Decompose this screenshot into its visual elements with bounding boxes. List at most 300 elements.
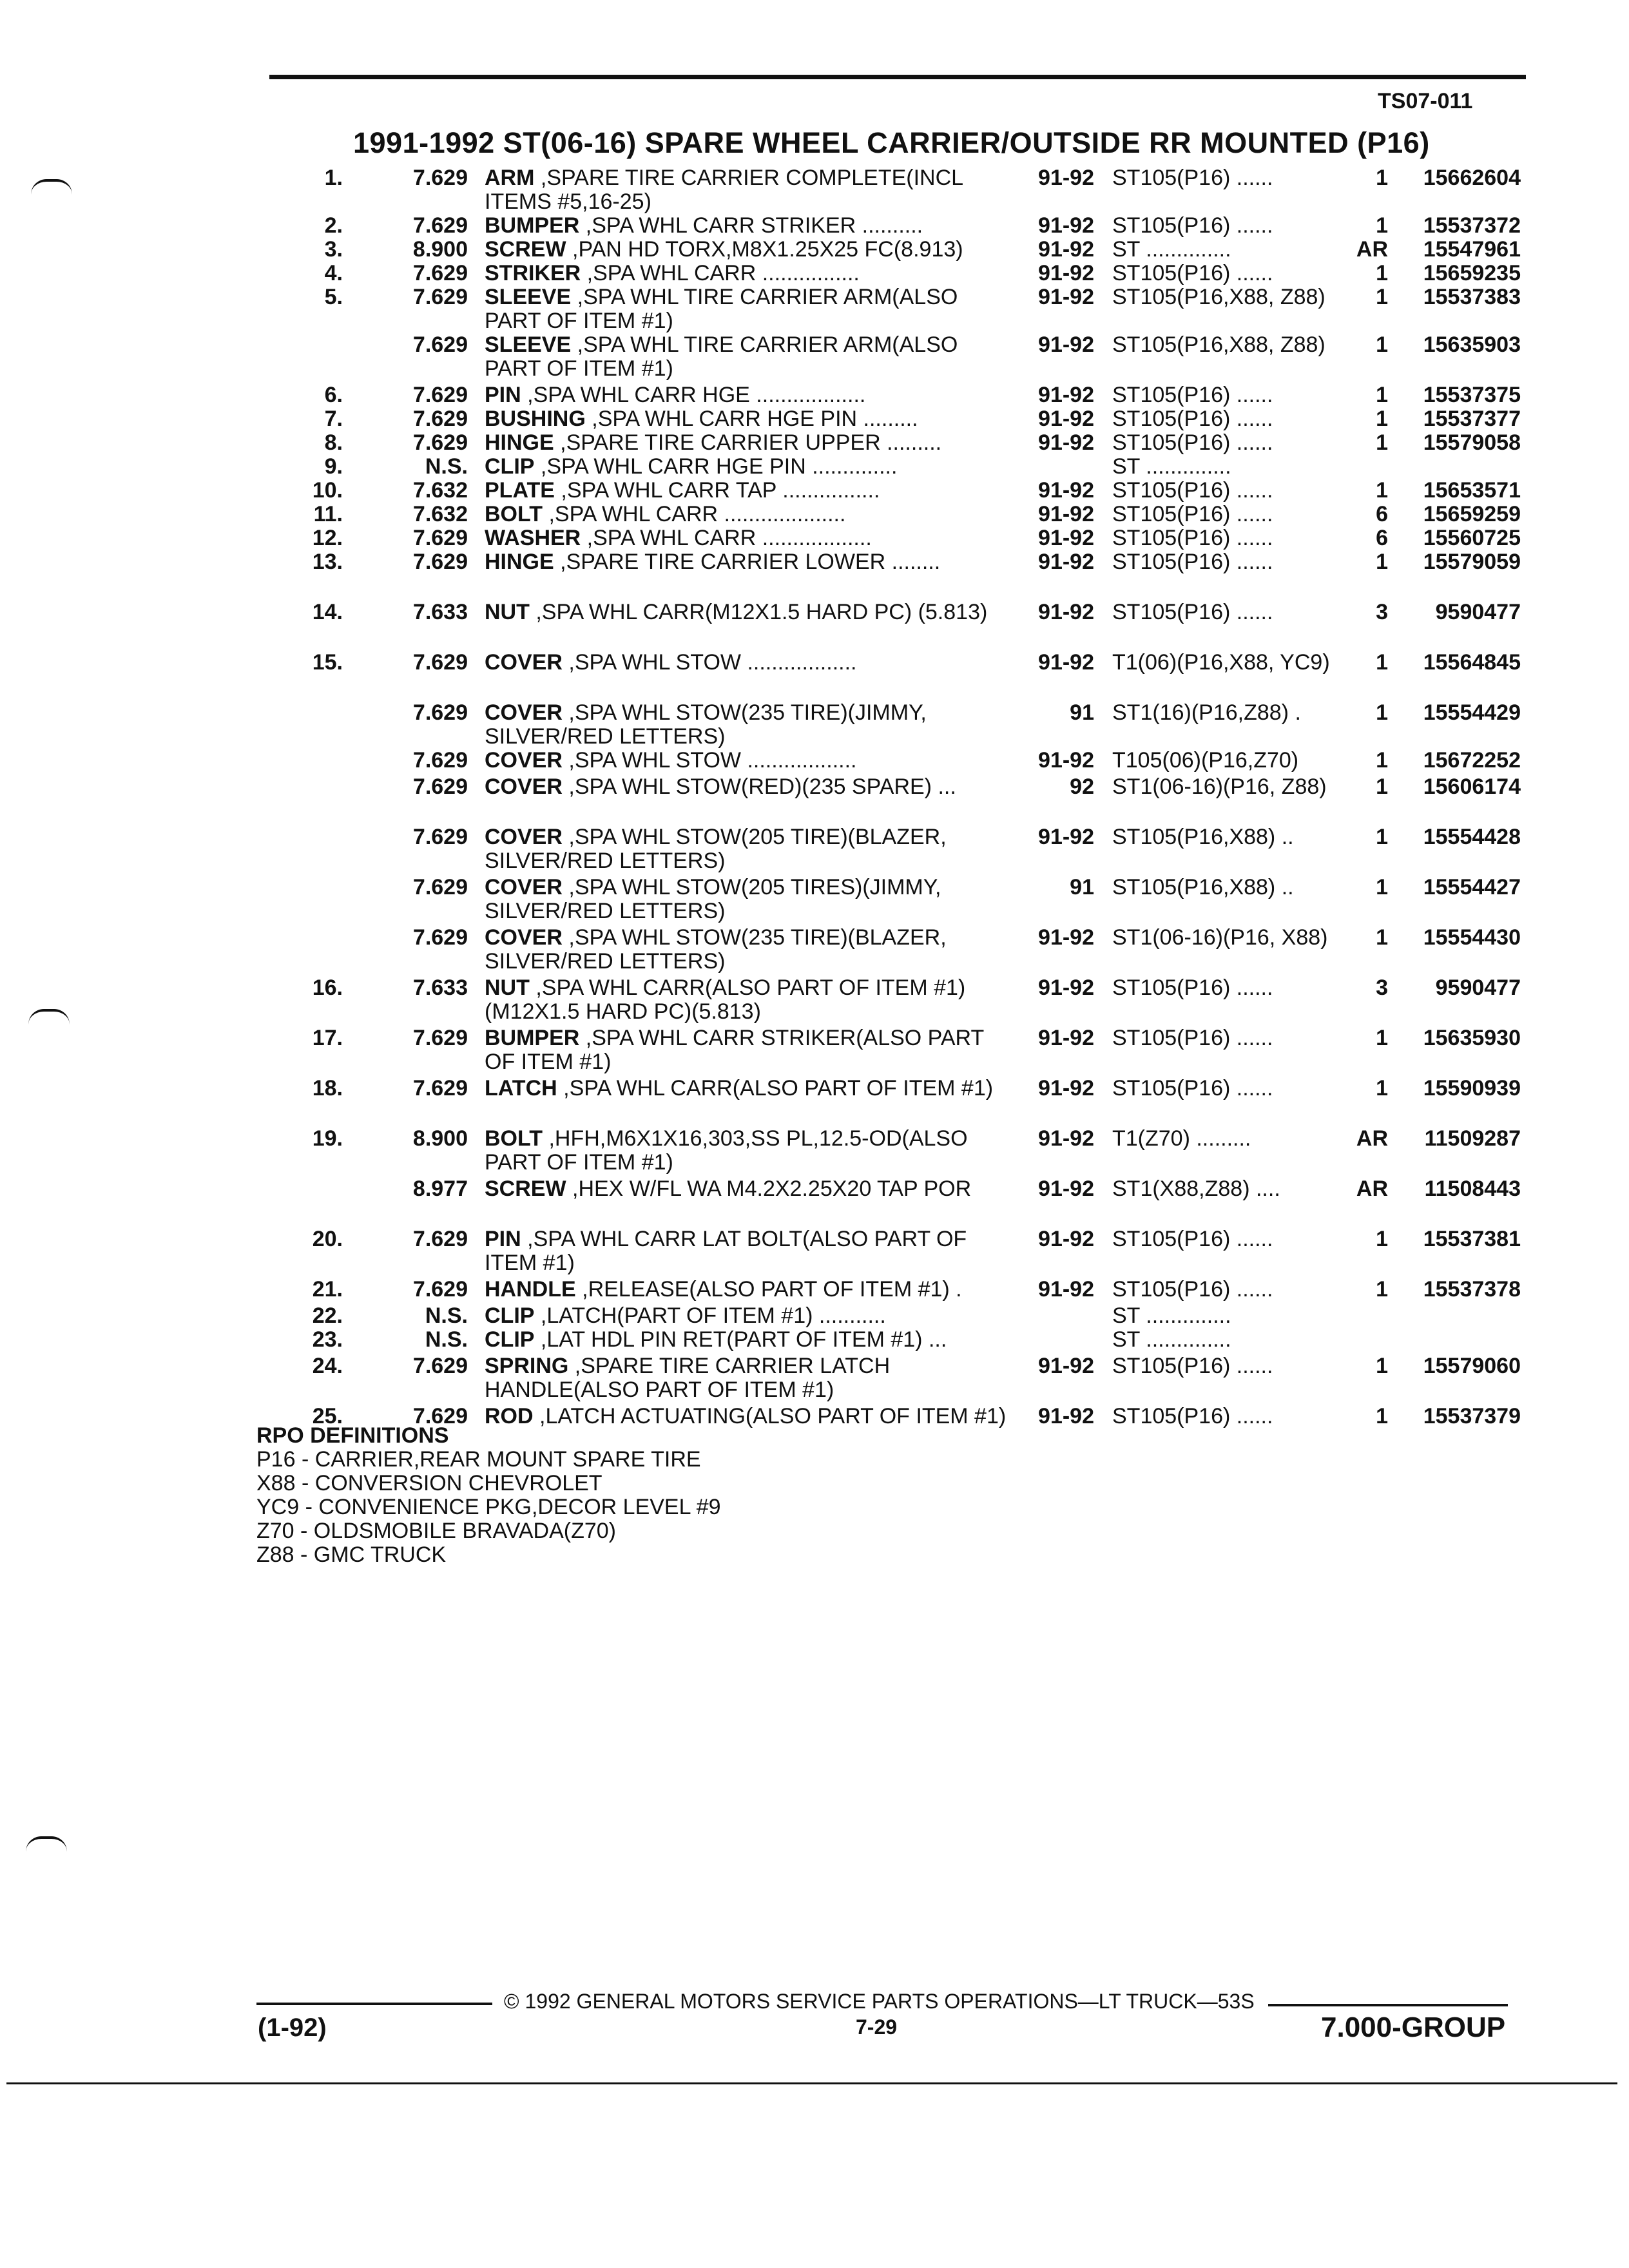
group-number: 7.629 — [412, 1277, 468, 1302]
model-years: 91-92 — [1038, 1126, 1094, 1151]
part-description-text: ,HEX W/FL WA M4.2X2.25X20 TAP POR — [566, 1177, 972, 1201]
item-number: 9. — [324, 454, 343, 479]
part-description-text: ,PAN HD TORX,M8X1.25X25 FC(8.913) — [566, 237, 963, 262]
part-row — [0, 262, 1629, 285]
part-description-text: ,SPA WHL STOW(235 TIRE)(JIMMY, SILVER/RED LETTERS) — [485, 700, 927, 749]
part-number: 15564845 — [1423, 650, 1521, 675]
model-years: 91-92 — [1038, 213, 1094, 238]
part-name: BOLT — [485, 1126, 543, 1151]
item-number: 12. — [312, 526, 343, 550]
model-code: T1(Z70) ......... — [1112, 1126, 1251, 1151]
part-number: 15547961 — [1423, 237, 1521, 262]
model-years: 91-92 — [1038, 166, 1094, 190]
model-code: ST1(X88,Z88) .... — [1112, 1177, 1280, 1201]
model-code: ST105(P16,X88) .. — [1112, 825, 1294, 849]
model-years: 91-92 — [1038, 261, 1094, 285]
part-description-text: ,SPA WHL STOW(235 TIRE)(BLAZER, SILVER/RED LETTERS) — [485, 925, 947, 974]
part-row — [0, 651, 1629, 698]
rpo-definitions — [256, 1424, 721, 1567]
part-description-text: ,SPA WHL CARR(M12X1.5 HARD PC) (5.813) — [529, 600, 988, 624]
group-number: 7.629 — [412, 407, 468, 431]
part-description-text: ,SPA WHL CARR ................ — [581, 261, 860, 285]
group-number: 7.633 — [412, 600, 468, 624]
part-description — [485, 1026, 1019, 1074]
quantity: 6 — [1376, 526, 1388, 550]
part-name: SCREW — [485, 1177, 566, 1201]
part-description-text: ,SPA WHL TIRE CARRIER ARM(ALSO PART OF ITEM #1) — [485, 332, 958, 381]
group-number: 7.629 — [412, 1354, 468, 1378]
part-description-text: ,SPA WHL STOW .................. — [562, 748, 857, 773]
part-description — [485, 1304, 1019, 1328]
part-row — [0, 1304, 1629, 1328]
part-description — [485, 550, 1019, 574]
group-number: 7.629 — [412, 1026, 468, 1050]
part-description — [485, 333, 1019, 381]
part-description — [485, 1227, 1019, 1275]
part-name: COVER — [485, 875, 563, 899]
part-description — [485, 214, 1019, 238]
group-number: 7.632 — [412, 502, 468, 526]
part-description-text: ,LAT HDL PIN RET(PART OF ITEM #1) ... — [534, 1327, 947, 1352]
group-number: 7.629 — [412, 1076, 468, 1100]
page-number: 7-29 — [856, 2015, 898, 2039]
model-code: ST105(P16) ...... — [1112, 1076, 1273, 1100]
model-years: 91-92 — [1038, 550, 1094, 574]
part-description — [485, 503, 1019, 526]
part-description-text: ,SPA WHL STOW(RED)(235 SPARE) ... — [562, 774, 956, 799]
part-row — [0, 383, 1629, 407]
part-name: ARM — [485, 166, 535, 190]
part-description — [485, 383, 1019, 407]
model-code: ST105(P16) ...... — [1112, 975, 1273, 1000]
part-number: 11508443 — [1424, 1177, 1521, 1201]
part-description-text: ,SPARE TIRE CARRIER LOWER ........ — [554, 550, 941, 574]
part-row — [0, 749, 1629, 773]
part-number: 15537381 — [1423, 1227, 1521, 1251]
part-row — [0, 455, 1629, 479]
model-code: ST .............. — [1112, 237, 1231, 262]
rpo-line: YC9 - CONVENIENCE PKG,DECOR LEVEL #9 — [256, 1495, 721, 1519]
item-number: 23. — [312, 1327, 343, 1352]
part-row — [0, 1077, 1629, 1124]
item-number: 20. — [312, 1227, 343, 1251]
group-number: 7.629 — [412, 526, 468, 550]
group-number: N.S. — [425, 454, 468, 479]
copyright-line: © 1992 GENERAL MOTORS SERVICE PARTS OPERATIONS—LT TRUCK—53S — [504, 1990, 1255, 2013]
part-number: 15537378 — [1423, 1277, 1521, 1302]
part-name: PIN — [485, 1227, 521, 1251]
part-name: NUT — [485, 975, 530, 1000]
part-row — [0, 333, 1629, 381]
rpo-heading: RPO DEFINITIONS — [256, 1423, 449, 1448]
part-description-text: ,SPARE TIRE CARRIER COMPLETE(INCL ITEMS #5,16-25) — [485, 166, 963, 214]
part-row — [0, 1127, 1629, 1175]
group-number: 7.629 — [412, 213, 468, 238]
part-description — [485, 976, 1019, 1024]
quantity: AR — [1356, 1177, 1388, 1201]
part-row — [0, 1405, 1629, 1452]
model-code: ST105(P16) ...... — [1112, 526, 1273, 550]
part-description-text: ,SPA WHL TIRE CARRIER ARM(ALSO PART OF ITEM #1) — [485, 285, 958, 333]
part-number: 15554430 — [1423, 925, 1521, 950]
item-number: 2. — [324, 213, 343, 238]
part-row — [0, 503, 1629, 526]
group-number: 7.629 — [412, 383, 468, 407]
item-number: 6. — [324, 383, 343, 407]
group-number: 7.629 — [412, 875, 468, 899]
part-description-text: ,LATCH ACTUATING(ALSO PART OF ITEM #1) — [533, 1404, 1007, 1428]
quantity: 1 — [1376, 774, 1388, 799]
part-description-text: ,SPA WHL CARR .................... — [543, 502, 846, 526]
item-number: 22. — [312, 1303, 343, 1328]
group-number: 7.629 — [412, 166, 468, 190]
part-description-text: ,SPA WHL CARR TAP ................ — [554, 478, 880, 503]
part-name: COVER — [485, 774, 563, 799]
part-description — [485, 1278, 1019, 1302]
model-years: 91-92 — [1038, 650, 1094, 675]
quantity: 1 — [1376, 332, 1388, 357]
model-code: ST105(P16,X88, Z88) — [1112, 285, 1325, 309]
part-number: 15606174 — [1423, 774, 1521, 799]
model-years: 92 — [1070, 774, 1094, 799]
part-row — [0, 601, 1629, 648]
quantity: 1 — [1376, 650, 1388, 675]
part-name: ROD — [485, 1404, 534, 1428]
part-description — [485, 1354, 1019, 1402]
item-number: 21. — [312, 1277, 343, 1302]
part-description-text: ,SPA WHL STOW(205 TIRE)(BLAZER, SILVER/RED LETTERS) — [485, 825, 947, 873]
item-number: 3. — [324, 237, 343, 262]
part-description — [485, 1127, 1019, 1175]
part-name: CLIP — [485, 1327, 535, 1352]
model-years: 91-92 — [1038, 1354, 1094, 1378]
model-code: T1(06)(P16,X88, YC9) — [1112, 650, 1330, 675]
part-name: BUMPER — [485, 1026, 580, 1050]
group-number: N.S. — [425, 1303, 468, 1328]
model-years: 91-92 — [1038, 1404, 1094, 1428]
part-description-text: ,HFH,M6X1X16,303,SS PL,12.5-OD(ALSO PART OF ITEM #1) — [485, 1126, 968, 1175]
model-code: ST105(P16) ...... — [1112, 1026, 1273, 1050]
quantity: AR — [1356, 237, 1388, 262]
group-number: 7.629 — [412, 700, 468, 725]
part-description-text: ,SPA WHL CARR LAT BOLT(ALSO PART OF ITEM #1) — [485, 1227, 967, 1275]
model-years: 91-92 — [1038, 1227, 1094, 1251]
group-number: 7.629 — [412, 285, 468, 309]
model-years: 91-92 — [1038, 1076, 1094, 1100]
group-number: 8.977 — [412, 1177, 468, 1201]
group-number: 8.900 — [412, 237, 468, 262]
quantity: 6 — [1376, 502, 1388, 526]
part-row — [0, 825, 1629, 873]
quantity: 1 — [1376, 875, 1388, 899]
part-number: 15560725 — [1423, 526, 1521, 550]
part-number: 15653571 — [1423, 478, 1521, 503]
page-title: 1991-1992 ST(06-16) SPARE WHEEL CARRIER/OUTSIDE RR MOUNTED (P16) — [353, 126, 1430, 159]
model-code: ST105(P16) ...... — [1112, 1277, 1273, 1302]
part-description-text: ,LATCH(PART OF ITEM #1) ........... — [534, 1303, 886, 1328]
model-code: ST105(P16) ...... — [1112, 407, 1273, 431]
quantity: 3 — [1376, 975, 1388, 1000]
model-code: ST105(P16) ...... — [1112, 166, 1273, 190]
model-years: 91 — [1070, 700, 1094, 725]
model-years: 91-92 — [1038, 285, 1094, 309]
part-name: SLEEVE — [485, 285, 572, 309]
part-number: 15554429 — [1423, 700, 1521, 725]
item-number: 11. — [313, 502, 343, 526]
part-description-text: ,SPA WHL CARR(ALSO PART OF ITEM #1) (M12X1.5 HARD PC)(5.813) — [485, 975, 966, 1024]
part-number: 15672252 — [1423, 748, 1521, 773]
footer-rule-left — [256, 2003, 492, 2005]
quantity: 1 — [1376, 825, 1388, 849]
top-rule — [269, 75, 1526, 79]
model-code: ST105(P16,X88, Z88) — [1112, 332, 1325, 357]
model-code: ST1(06-16)(P16, Z88) — [1112, 774, 1327, 799]
part-number: 15554427 — [1423, 875, 1521, 899]
model-years: 91-92 — [1038, 600, 1094, 624]
group-number: 7.629 — [412, 650, 468, 675]
part-description — [485, 825, 1019, 873]
item-number: 15. — [312, 650, 343, 675]
model-code: ST .............. — [1112, 1327, 1231, 1352]
quantity: 1 — [1376, 166, 1388, 190]
model-code: ST105(P16) ...... — [1112, 502, 1273, 526]
part-row — [0, 166, 1629, 214]
model-years: 91-92 — [1038, 1277, 1094, 1302]
group-number: 7.629 — [412, 925, 468, 950]
footer-rule-right — [1268, 2004, 1508, 2006]
item-number: 10. — [312, 478, 343, 503]
rpo-line: X88 - CONVERSION CHEVROLET — [256, 1471, 602, 1495]
quantity: 1 — [1376, 1076, 1388, 1100]
part-description — [485, 285, 1019, 333]
model-years: 91-92 — [1038, 1026, 1094, 1050]
item-number: 13. — [312, 550, 343, 574]
part-number: 9590477 — [1435, 975, 1521, 1000]
part-description-text: ,SPA WHL CARR HGE PIN .............. — [534, 454, 898, 479]
part-number: 15659235 — [1423, 261, 1521, 285]
quantity: 3 — [1376, 600, 1388, 624]
part-description-text: ,SPA WHL CARR HGE .................. — [521, 383, 866, 407]
part-row — [0, 876, 1629, 923]
item-number: 7. — [324, 407, 343, 431]
quantity: 1 — [1376, 1026, 1388, 1050]
item-number: 1. — [324, 166, 343, 190]
rpo-line: Z70 - OLDSMOBILE BRAVADA(Z70) — [256, 1519, 616, 1543]
part-number: 15579060 — [1423, 1354, 1521, 1378]
part-row — [0, 976, 1629, 1024]
part-name: SCREW — [485, 237, 566, 262]
group-number: 7.632 — [412, 478, 468, 503]
quantity: 1 — [1376, 213, 1388, 238]
model-years: 91-92 — [1038, 825, 1094, 849]
parts-list — [0, 166, 1629, 1452]
quantity: AR — [1356, 1126, 1388, 1151]
part-description — [485, 166, 1019, 214]
part-description-text: ,SPA WHL CARR STRIKER(ALSO PART OF ITEM #1) — [485, 1026, 984, 1074]
model-code: ST105(P16) ...... — [1112, 383, 1273, 407]
group-number: 7.629 — [412, 1404, 468, 1428]
model-code: ST105(P16) ...... — [1112, 1227, 1273, 1251]
rpo-line: P16 - CARRIER,REAR MOUNT SPARE TIRE — [256, 1447, 701, 1472]
part-description — [485, 431, 1019, 455]
model-years: 91-92 — [1038, 1177, 1094, 1201]
part-number: 15537379 — [1423, 1404, 1521, 1428]
quantity: 1 — [1376, 1404, 1388, 1428]
part-name: CLIP — [485, 1303, 535, 1328]
part-description — [485, 1328, 1019, 1352]
model-code: ST105(P16) ...... — [1112, 600, 1273, 624]
part-description — [485, 526, 1019, 550]
part-name: COVER — [485, 825, 563, 849]
part-name: BUSHING — [485, 407, 586, 431]
part-number: 15537372 — [1423, 213, 1521, 238]
model-code: T105(06)(P16,Z70) — [1112, 748, 1299, 773]
part-description — [485, 238, 1019, 262]
model-code: ST1(16)(P16,Z88) . — [1112, 700, 1301, 725]
group-number: 7.629 — [412, 261, 468, 285]
part-name: STRIKER — [485, 261, 581, 285]
model-code: ST105(P16,X88) .. — [1112, 875, 1294, 899]
model-years: 91-92 — [1038, 975, 1094, 1000]
part-name: COVER — [485, 650, 563, 675]
part-description-text: ,SPA WHL CARR STRIKER .......... — [579, 213, 923, 238]
item-number: 25. — [312, 1404, 343, 1428]
group-number: 7.629 — [412, 550, 468, 574]
model-years: 91 — [1070, 875, 1094, 899]
part-name: BOLT — [485, 502, 543, 526]
quantity: 1 — [1376, 261, 1388, 285]
part-description — [485, 651, 1019, 675]
quantity: 1 — [1376, 1354, 1388, 1378]
item-number: 17. — [312, 1026, 343, 1050]
part-description — [485, 1077, 1019, 1100]
model-code: ST105(P16) ...... — [1112, 261, 1273, 285]
item-number: 16. — [312, 975, 343, 1000]
part-row — [0, 550, 1629, 598]
group-number: 7.629 — [412, 332, 468, 357]
part-number: 15635930 — [1423, 1026, 1521, 1050]
part-name: SPRING — [485, 1354, 569, 1378]
part-name: LATCH — [485, 1076, 557, 1100]
part-description — [485, 601, 1019, 624]
group-number: 7.629 — [412, 748, 468, 773]
part-description — [485, 926, 1019, 974]
part-name: CLIP — [485, 454, 535, 479]
part-description — [485, 701, 1019, 749]
part-number: 15554428 — [1423, 825, 1521, 849]
part-description-text: ,RELEASE(ALSO PART OF ITEM #1) . — [575, 1277, 962, 1302]
model-code: ST105(P16) ...... — [1112, 1404, 1273, 1428]
part-row — [0, 1354, 1629, 1402]
item-number: 8. — [324, 430, 343, 455]
part-number: 15579058 — [1423, 430, 1521, 455]
model-code: ST .............. — [1112, 1303, 1231, 1328]
part-name: BUMPER — [485, 213, 580, 238]
item-number: 14. — [312, 600, 343, 624]
group-number: N.S. — [425, 1327, 468, 1352]
part-row — [0, 926, 1629, 974]
model-years: 91-92 — [1038, 526, 1094, 550]
part-description — [485, 479, 1019, 503]
part-name: COVER — [485, 748, 563, 773]
part-number: 11509287 — [1424, 1126, 1521, 1151]
quantity: 1 — [1376, 550, 1388, 574]
model-years: 91-92 — [1038, 332, 1094, 357]
item-number: 4. — [324, 261, 343, 285]
quantity: 1 — [1376, 285, 1388, 309]
group-number: 8.900 — [412, 1126, 468, 1151]
part-name: WASHER — [485, 526, 581, 550]
part-description-text: ,SPA WHL CARR(ALSO PART OF ITEM #1) — [557, 1076, 994, 1100]
part-row — [0, 238, 1629, 262]
part-description-text: ,SPARE TIRE CARRIER LATCH HANDLE(ALSO PART OF ITEM #1) — [485, 1354, 891, 1402]
part-number: 15659259 — [1423, 502, 1521, 526]
part-name: SLEEVE — [485, 332, 572, 357]
part-name: HINGE — [485, 550, 554, 574]
part-number: 15537383 — [1423, 285, 1521, 309]
part-description — [485, 262, 1019, 285]
part-description-text: ,SPA WHL STOW(205 TIRES)(JIMMY, SILVER/RED LETTERS) — [485, 875, 941, 923]
part-name: PLATE — [485, 478, 555, 503]
part-number: 15635903 — [1423, 332, 1521, 357]
part-description-text: ,SPA WHL STOW .................. — [562, 650, 857, 675]
part-row — [0, 775, 1629, 823]
model-code: ST .............. — [1112, 454, 1231, 479]
part-row — [0, 285, 1629, 333]
quantity: 1 — [1376, 407, 1388, 431]
quantity: 1 — [1376, 748, 1388, 773]
item-number: 24. — [312, 1354, 343, 1378]
part-row — [0, 214, 1629, 238]
group-number: 7.633 — [412, 975, 468, 1000]
part-description-text: ,SPARE TIRE CARRIER UPPER ......... — [554, 430, 942, 455]
part-number: 15537375 — [1423, 383, 1521, 407]
part-description — [485, 407, 1019, 431]
part-number: 15537377 — [1423, 407, 1521, 431]
part-description — [485, 455, 1019, 479]
part-name: NUT — [485, 600, 530, 624]
part-row — [0, 1026, 1629, 1074]
model-code: ST105(P16) ...... — [1112, 213, 1273, 238]
group-number: 7.629 — [412, 774, 468, 799]
part-row — [0, 479, 1629, 503]
part-description — [485, 749, 1019, 773]
group-number: 7.629 — [412, 430, 468, 455]
model-years: 91-92 — [1038, 925, 1094, 950]
model-years: 91-92 — [1038, 748, 1094, 773]
part-name: COVER — [485, 700, 563, 725]
part-description — [485, 1177, 1019, 1201]
quantity: 1 — [1376, 700, 1388, 725]
model-years: 91-92 — [1038, 502, 1094, 526]
part-description — [485, 876, 1019, 923]
part-row — [0, 407, 1629, 431]
part-number: 15590939 — [1423, 1076, 1521, 1100]
part-row — [0, 701, 1629, 749]
item-number: 18. — [312, 1076, 343, 1100]
part-number: 9590477 — [1435, 600, 1521, 624]
document-id: TS07-011 — [1378, 89, 1473, 113]
model-years: 91-92 — [1038, 430, 1094, 455]
model-code: ST105(P16) ...... — [1112, 430, 1273, 455]
quantity: 1 — [1376, 925, 1388, 950]
part-name: PIN — [485, 383, 521, 407]
quantity: 1 — [1376, 430, 1388, 455]
model-code: ST105(P16) ...... — [1112, 550, 1273, 574]
part-row — [0, 1278, 1629, 1302]
part-description-text: ,SPA WHL CARR HGE PIN ......... — [585, 407, 918, 431]
quantity: 1 — [1376, 383, 1388, 407]
